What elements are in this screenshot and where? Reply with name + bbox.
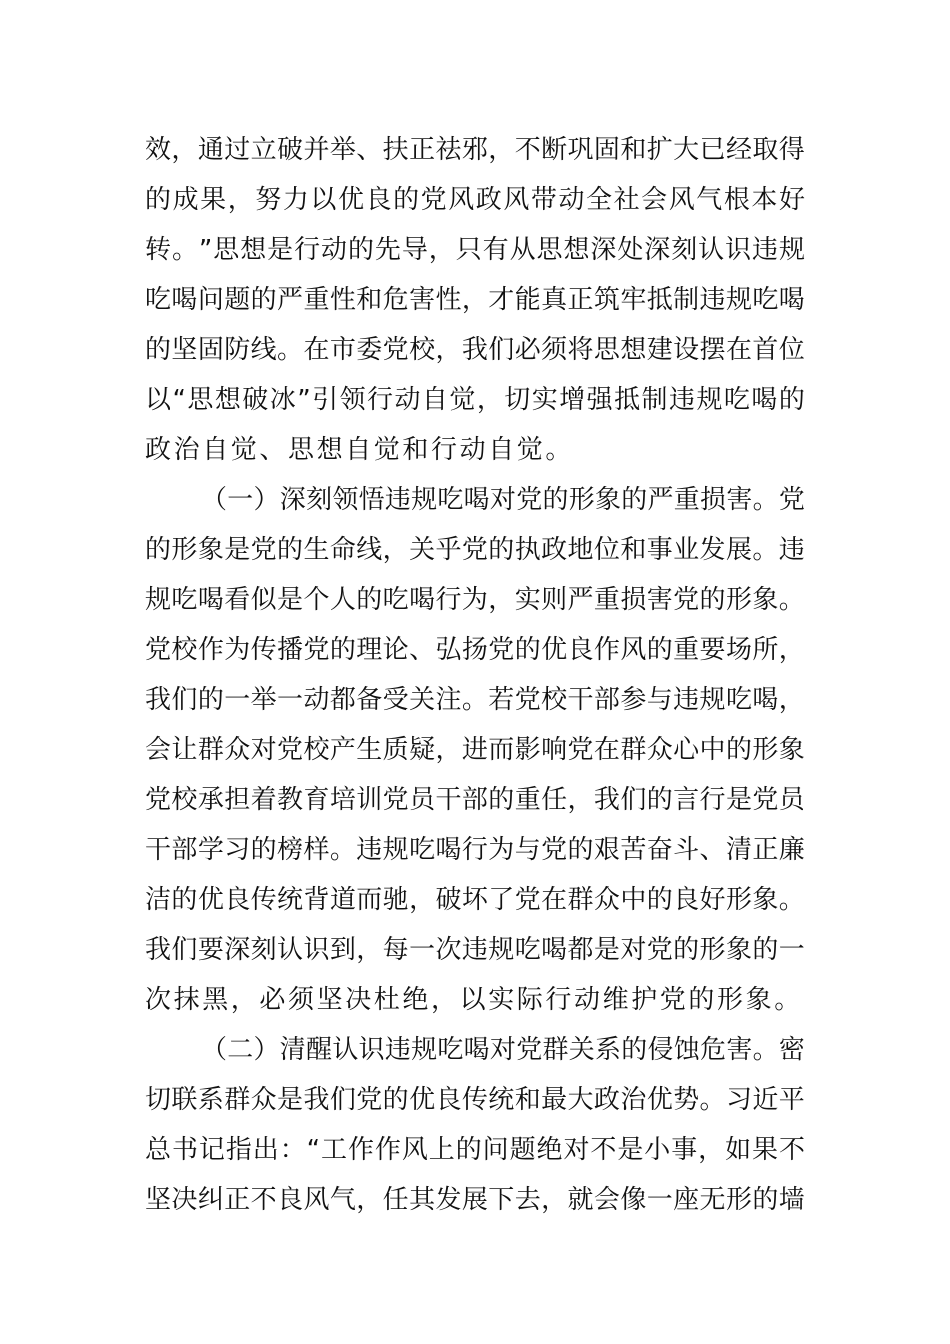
text-line: 政治自觉、思想自觉和行动自觉。 [145, 435, 575, 465]
text-line: 总 书 记 指 出 ： “ 工 作 作 风 上 的 问 题 绝 对 不 是 小 事 ， 如 果 不 [145, 1135, 805, 1165]
text-line: 洁 的 优 良 传 统 背 道 而 驰 ， 破 坏 了 党 在 群 众 中 的 良 好 形 象 。 [145, 885, 805, 915]
text-line: 吃 喝 问 题 的 严 重 性 和 危 害 性 ， 才 能 真 正 筑 牢 抵 制 违 规 吃 喝 [145, 285, 805, 315]
text-line: 的 成 果 ， 努 力 以 优 良 的 党 风 政 风 带 动 全 社 会 风 气 根 本 好 [145, 185, 805, 215]
section-heading-line: （ 二 ） 清 醒 认 识 违 规 吃 喝 对 党 群 关 系 的 侵 蚀 危 害 。 密 [201, 1035, 805, 1065]
text-line: 的 形 象 是 党 的 生 命 线 ， 关 乎 党 的 执 政 地 位 和 事 业 发 展 。 违 [145, 535, 805, 565]
text-line: 规 吃 喝 看 似 是 个 人 的 吃 喝 行 为 ， 实 则 严 重 损 害 党 的 形 象 。 [145, 585, 805, 615]
text-line: 党 校 承 担 着 教 育 培 训 党 员 干 部 的 重 任 ， 我 们 的 言 行 是 党 员 [145, 785, 805, 815]
text-line: 转 。 ” 思 想 是 行 动 的 先 导 ， 只 有 从 思 想 深 处 深 刻 认 识 违 规 [145, 235, 805, 265]
text-line: 坚 决 纠 正 不 良 风 气 ， 任 其 发 展 下 去 ， 就 会 像 一 座 无 形 的 墙 [145, 1185, 805, 1215]
text-line: 切 联 系 群 众 是 我 们 党 的 优 良 传 统 和 最 大 政 治 优 势 。 习 近 平 [145, 1085, 805, 1115]
text-line: 次抹黑，必须坚决杜绝，以实际行动维护党的形象。 [145, 985, 803, 1015]
text-line: 会 让 群 众 对 党 校 产 生 质 疑 ， 进 而 影 响 党 在 群 众 心 中 的 形 象 [145, 735, 805, 765]
text-line: 效 ， 通 过 立 破 并 举 、 扶 正 祛 邪 ， 不 断 巩 固 和 扩 大 已 经 取 得 [145, 135, 805, 165]
text-line: 党 校 作 为 传 播 党 的 理 论 、 弘 扬 党 的 优 良 作 风 的 重 要 场 所 ， [145, 635, 805, 665]
text-line: 干 部 学 习 的 榜 样 。 违 规 吃 喝 行 为 与 党 的 艰 苦 奋 斗 、 清 正 廉 [145, 835, 805, 865]
section-heading-line: （ 一 ） 深 刻 领 悟 违 规 吃 喝 对 党 的 形 象 的 严 重 损 害 。 党 [201, 485, 805, 515]
text-line: 我 们 的 一 举 一 动 都 备 受 关 注 。 若 党 校 干 部 参 与 违 规 吃 喝 ， [145, 685, 805, 715]
text-line: 我 们 要 深 刻 认 识 到 ， 每 一 次 违 规 吃 喝 都 是 对 党 的 形 象 的 一 [145, 935, 805, 965]
text-line: 以 “ 思 想 破 冰 ” 引 领 行 动 自 觉 ， 切 实 增 强 抵 制 违 规 吃 喝 的 [145, 385, 805, 415]
text-line: 的 坚 固 防 线 。 在 市 委 党 校 ， 我 们 必 须 将 思 想 建 设 摆 在 首 位 [145, 335, 805, 365]
